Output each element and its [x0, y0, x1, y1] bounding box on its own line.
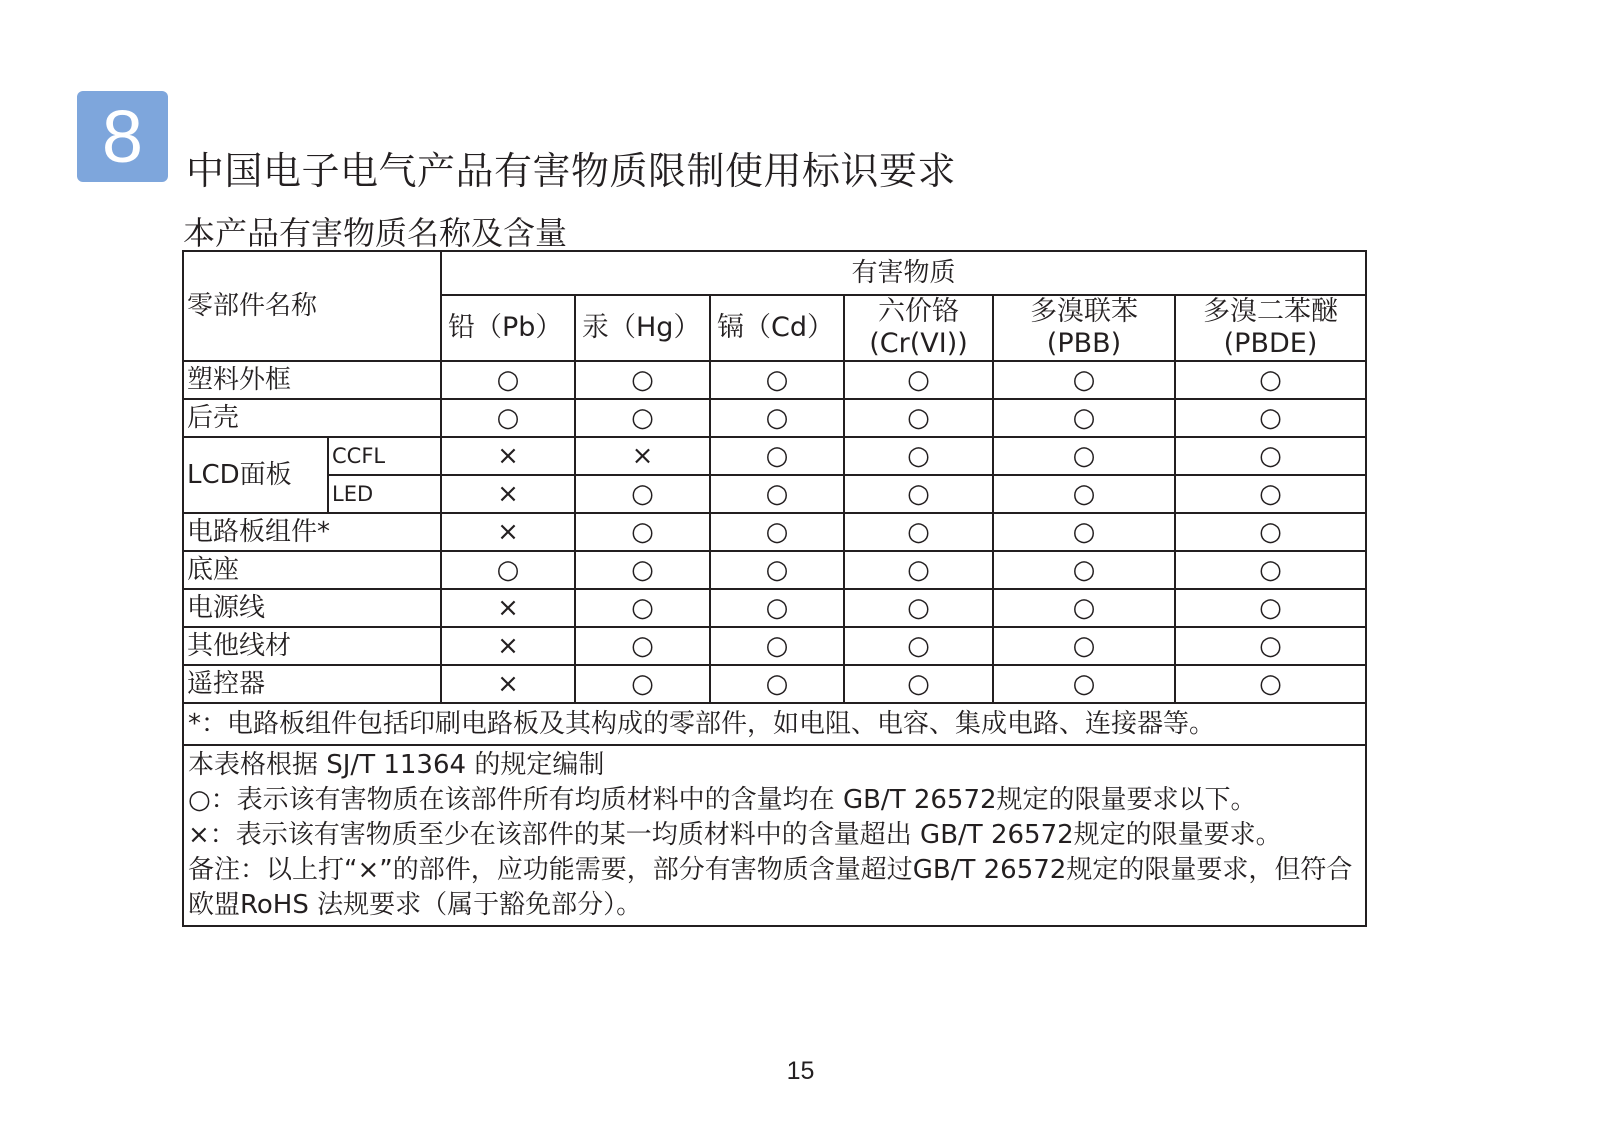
- substance-mark-cell: ○: [575, 361, 710, 399]
- table-row: [183, 475, 1366, 513]
- substance-mark-cell: ○: [1175, 627, 1366, 665]
- substance-mark-cell: ○: [710, 361, 844, 399]
- hazardous-substance-table: [182, 250, 1367, 927]
- substance-mark-cell: ×: [441, 627, 575, 665]
- table-footnote: *：电路板组件包括印刷电路板及其构成的零部件，如电阻、电容、集成电路、连接器等。: [183, 703, 1366, 745]
- section-number-badge: 8: [77, 91, 168, 182]
- substance-mark-cell: ×: [441, 589, 575, 627]
- substance-mark-cell: ○: [993, 627, 1175, 665]
- substance-mark-cell: ○: [844, 475, 993, 513]
- hazardous-substances-header: 有害物质: [441, 251, 1366, 295]
- substance-mark-cell: ○: [710, 513, 844, 551]
- sub-part-cell: CCFL: [328, 437, 441, 475]
- substance-mark-cell: ○: [710, 437, 844, 475]
- substance-mark-cell: ○: [993, 513, 1175, 551]
- table-row: [183, 665, 1366, 703]
- table-row: [183, 399, 1366, 437]
- substance-header-cd: 镉（Cd）: [710, 295, 844, 361]
- substance-mark-cell: ×: [575, 437, 710, 475]
- table-row: [183, 589, 1366, 627]
- note-circle-meaning: ○：表示该有害物质在该部件所有均质材料中的含量均在 GB/T 26572规定的限量要求以下。: [188, 785, 1257, 815]
- note-cross-meaning: ×：表示该有害物质至少在该部件的某一均质材料中的含量超出 GB/T 26572规定的限量要求。: [188, 820, 1282, 850]
- substance-mark-cell: ○: [1175, 361, 1366, 399]
- note-standard: 本表格根据 SJ/T 11364 的规定编制: [188, 750, 605, 780]
- substance-mark-cell: ○: [710, 665, 844, 703]
- part-name-cell: 底座: [183, 551, 441, 589]
- table-caption: 本产品有害物质名称及含量: [183, 214, 568, 252]
- substance-mark-cell: ○: [575, 399, 710, 437]
- substance-mark-cell: ○: [844, 589, 993, 627]
- substance-mark-cell: ×: [441, 665, 575, 703]
- table-row: [183, 627, 1366, 665]
- substance-mark-cell: ○: [993, 437, 1175, 475]
- substance-mark-cell: ○: [575, 627, 710, 665]
- table-notes: [183, 745, 1366, 926]
- substance-mark-cell: ○: [993, 361, 1175, 399]
- substance-mark-cell: ○: [710, 627, 844, 665]
- substance-mark-cell: ○: [1175, 399, 1366, 437]
- substance-mark-cell: ○: [441, 399, 575, 437]
- substance-mark-cell: ○: [575, 589, 710, 627]
- part-name-cell: 塑料外框: [183, 361, 441, 399]
- substance-mark-cell: ○: [575, 513, 710, 551]
- substance-mark-cell: ○: [844, 361, 993, 399]
- substance-mark-cell: ○: [844, 437, 993, 475]
- part-name-cell: 遥控器: [183, 665, 441, 703]
- substance-header-pbb: 多溴联苯 (PBB): [993, 295, 1175, 361]
- part-name-cell: 后壳: [183, 399, 441, 437]
- table-row: [183, 551, 1366, 589]
- substance-mark-cell: ○: [710, 399, 844, 437]
- substance-mark-cell: ○: [575, 665, 710, 703]
- substance-mark-cell: ○: [710, 475, 844, 513]
- substance-mark-cell: ○: [993, 475, 1175, 513]
- part-name-cell: 电源线: [183, 589, 441, 627]
- substance-mark-cell: ○: [575, 551, 710, 589]
- substance-mark-cell: ○: [710, 589, 844, 627]
- part-name-header: 零部件名称: [183, 251, 441, 361]
- part-name-cell: 其他线材: [183, 627, 441, 665]
- table-row: [183, 361, 1366, 399]
- substance-mark-cell: ×: [441, 513, 575, 551]
- substance-mark-cell: ○: [710, 551, 844, 589]
- substance-mark-cell: ○: [844, 551, 993, 589]
- table-row: [183, 513, 1366, 551]
- substance-mark-cell: ○: [1175, 475, 1366, 513]
- substance-mark-cell: ○: [844, 513, 993, 551]
- table-row: [183, 437, 1366, 475]
- substance-header-cr6: 六价铬 (Cr(VI)): [844, 295, 993, 361]
- substance-mark-cell: ○: [441, 361, 575, 399]
- page-number: 15: [786, 1057, 815, 1085]
- substance-mark-cell: ○: [993, 399, 1175, 437]
- substance-mark-cell: ○: [993, 665, 1175, 703]
- substance-mark-cell: ○: [993, 589, 1175, 627]
- substance-mark-cell: ○: [844, 399, 993, 437]
- substance-header-pbde: 多溴二苯醚 (PBDE): [1175, 295, 1366, 361]
- substance-mark-cell: ○: [1175, 437, 1366, 475]
- substance-mark-cell: ○: [575, 475, 710, 513]
- substance-mark-cell: ○: [844, 627, 993, 665]
- substance-mark-cell: ○: [1175, 665, 1366, 703]
- substance-mark-cell: ×: [441, 475, 575, 513]
- substance-mark-cell: ○: [1175, 551, 1366, 589]
- part-name-cell: LCD面板: [183, 437, 328, 513]
- substance-header-pb: 铅（Pb）: [441, 295, 575, 361]
- substance-mark-cell: ○: [993, 551, 1175, 589]
- sub-part-cell: LED: [328, 475, 441, 513]
- note-remark: 备注：以上打“×”的部件，应功能需要，部分有害物质含量超过GB/T 26572规定的限量要求，但符合欧盟RoHS 法规要求（属于豁免部分）。: [188, 855, 1353, 920]
- substance-mark-cell: ○: [441, 551, 575, 589]
- page-title: 中国电子电气产品有害物质限制使用标识要求: [186, 149, 957, 193]
- substance-mark-cell: ○: [1175, 513, 1366, 551]
- substance-header-hg: 汞（Hg）: [575, 295, 710, 361]
- substance-mark-cell: ○: [844, 665, 993, 703]
- part-name-cell: 电路板组件*: [183, 513, 441, 551]
- substance-mark-cell: ×: [441, 437, 575, 475]
- substance-mark-cell: ○: [1175, 589, 1366, 627]
